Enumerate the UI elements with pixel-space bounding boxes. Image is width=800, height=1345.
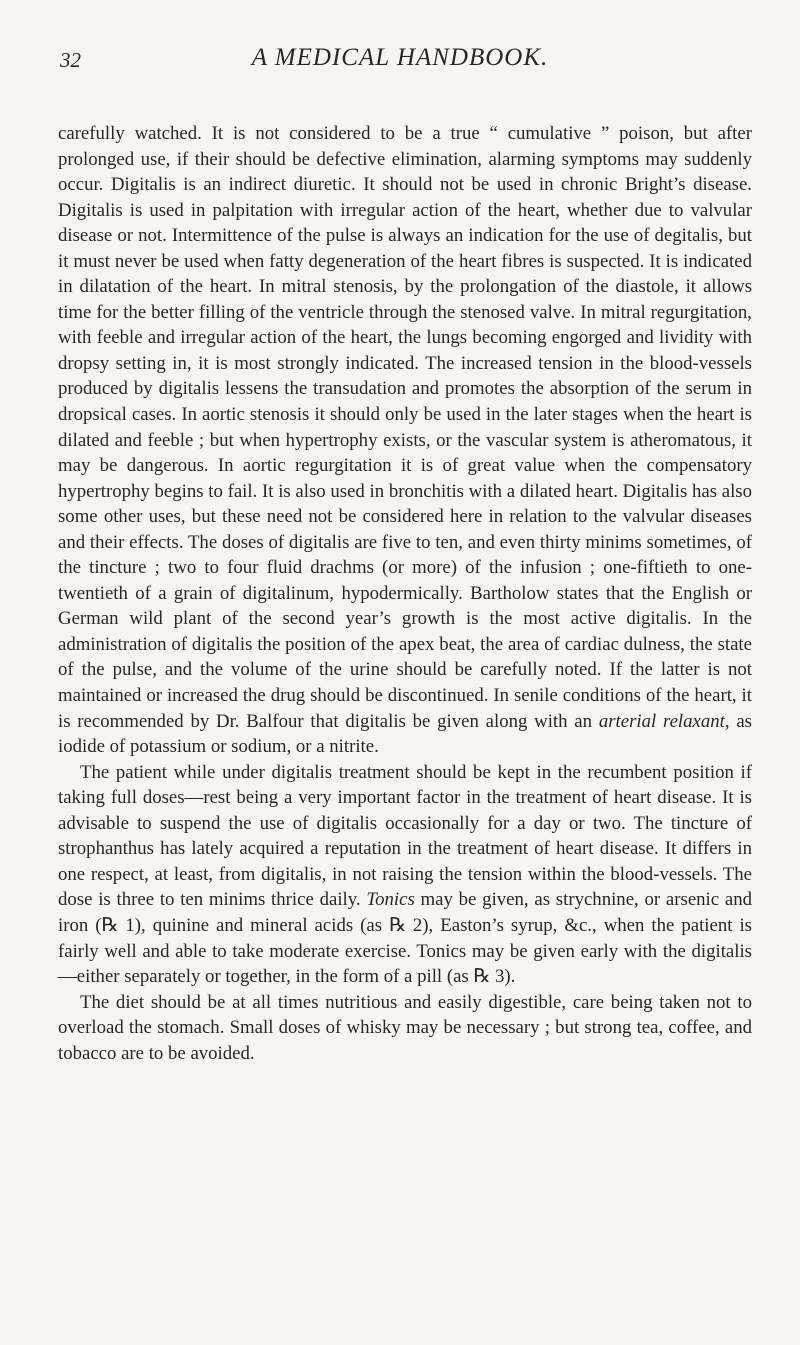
paragraph-diet bbox=[58, 990, 752, 1067]
paragraph-text: The patient while under digitalis treatment should be kept in the recumbent position if taking full doses—rest being a very important factor in the treatment of heart disease. It is advisable to suspend the use of digitalis occasionally for a day or two. The tincture of strophanthus has lately acquired a reputation in the treatment of heart disease. It differs in one respect, at least, from digitalis, in not raising the tension within the blood-vessels. The dose is three to ten minims thrice daily. bbox=[58, 761, 752, 911]
emphasis-tonics: Tonics bbox=[366, 889, 415, 911]
paragraph-text: The diet should be at all times nutritious and easily digestible, care being taken not to overload the stomach. Small doses of whisky may be necessary ; but strong tea, coffee, and tobacco are to be avoided. bbox=[58, 991, 752, 1064]
page-number: 32 bbox=[60, 48, 81, 72]
body-text bbox=[58, 121, 752, 1066]
paragraph-text: carefully watched. It is not considered to be a true “ cumulative ” poison, but after prolonged use, if their should be defective elimination, alarming symptoms may suddenly occur. Digitalis is an indirect diuretic. It should not be used in chronic Bright’s disease. Digitalis is used in palpitation with irregular action of the heart, whether due to valvular disease or not. Intermittence of the pulse is always an indication for the use of degitalis, but it must never be used when fatty degeneration of the heart fibres is suspected. It is indicated in dilatation of the heart. In mitral stenosis, by the prolongation of the diastole, it allows time for the better filling of the ventricle through the stenosed valve. In mitral regurgitation, with feeble and irregular action of the heart, the lungs becoming engorged and lividity with dropsy setting in, it is most strongly indicated. The increased tension in the blood-vessels produced by digitalis lessens the transudation and promotes the absorption of the serum in dropsical cases. In aortic stenosis it should only be used in the later stages when the heart is dilated and feeble ; but when hypertrophy exists, or the vascular system is atheromatous, it may be dangerous. In aortic regurgitation it is of great value when the compensatory hypertrophy begins to fail. It is also used in bronchitis with a dilated heart. Digitalis has also some other uses, but these need not be considered here in relation to the valvular diseases and their effects. The doses of digitalis are five to ten, and even thirty minims sometimes, of the tincture ; two to four fluid drachms (or more) of the infusion ; one-fiftieth to one-twentieth of a grain of digitalinum, hypodermically. Bartholow states that the English or German wild plant of the second year’s growth is the most active digitalis. In the administration of digitalis the position of the apex beat, the area of cardiac dulness, the state of the pulse, and the volume of the urine should be carefully noted. If the latter is not maintained or increased the drug should be discontinued. In senile conditions of the heart, it is recommended by Dr. Balfour that digitalis be given along with an bbox=[58, 123, 752, 732]
paragraph-text: , as iodide of potassium or sodium, or a nitrite. bbox=[58, 710, 752, 758]
paragraph-treatment bbox=[58, 760, 752, 990]
running-title: A MEDICAL HANDBOOK. bbox=[251, 44, 549, 71]
paragraph-text: may be given, as strychnine, or arsenic and iron (℞ 1), quinine and mineral acids (as ℞ 2), Easton’s syrup, &c., when the patient is fairly well and able to take moderate exercise. Tonics may be given early with the digitalis—either separately or together, in the form of a pill (as ℞ 3). bbox=[58, 889, 752, 988]
paragraph-digitalis-uses bbox=[58, 121, 752, 760]
emphasis-arterial-relaxant: arterial relaxant bbox=[598, 710, 725, 732]
